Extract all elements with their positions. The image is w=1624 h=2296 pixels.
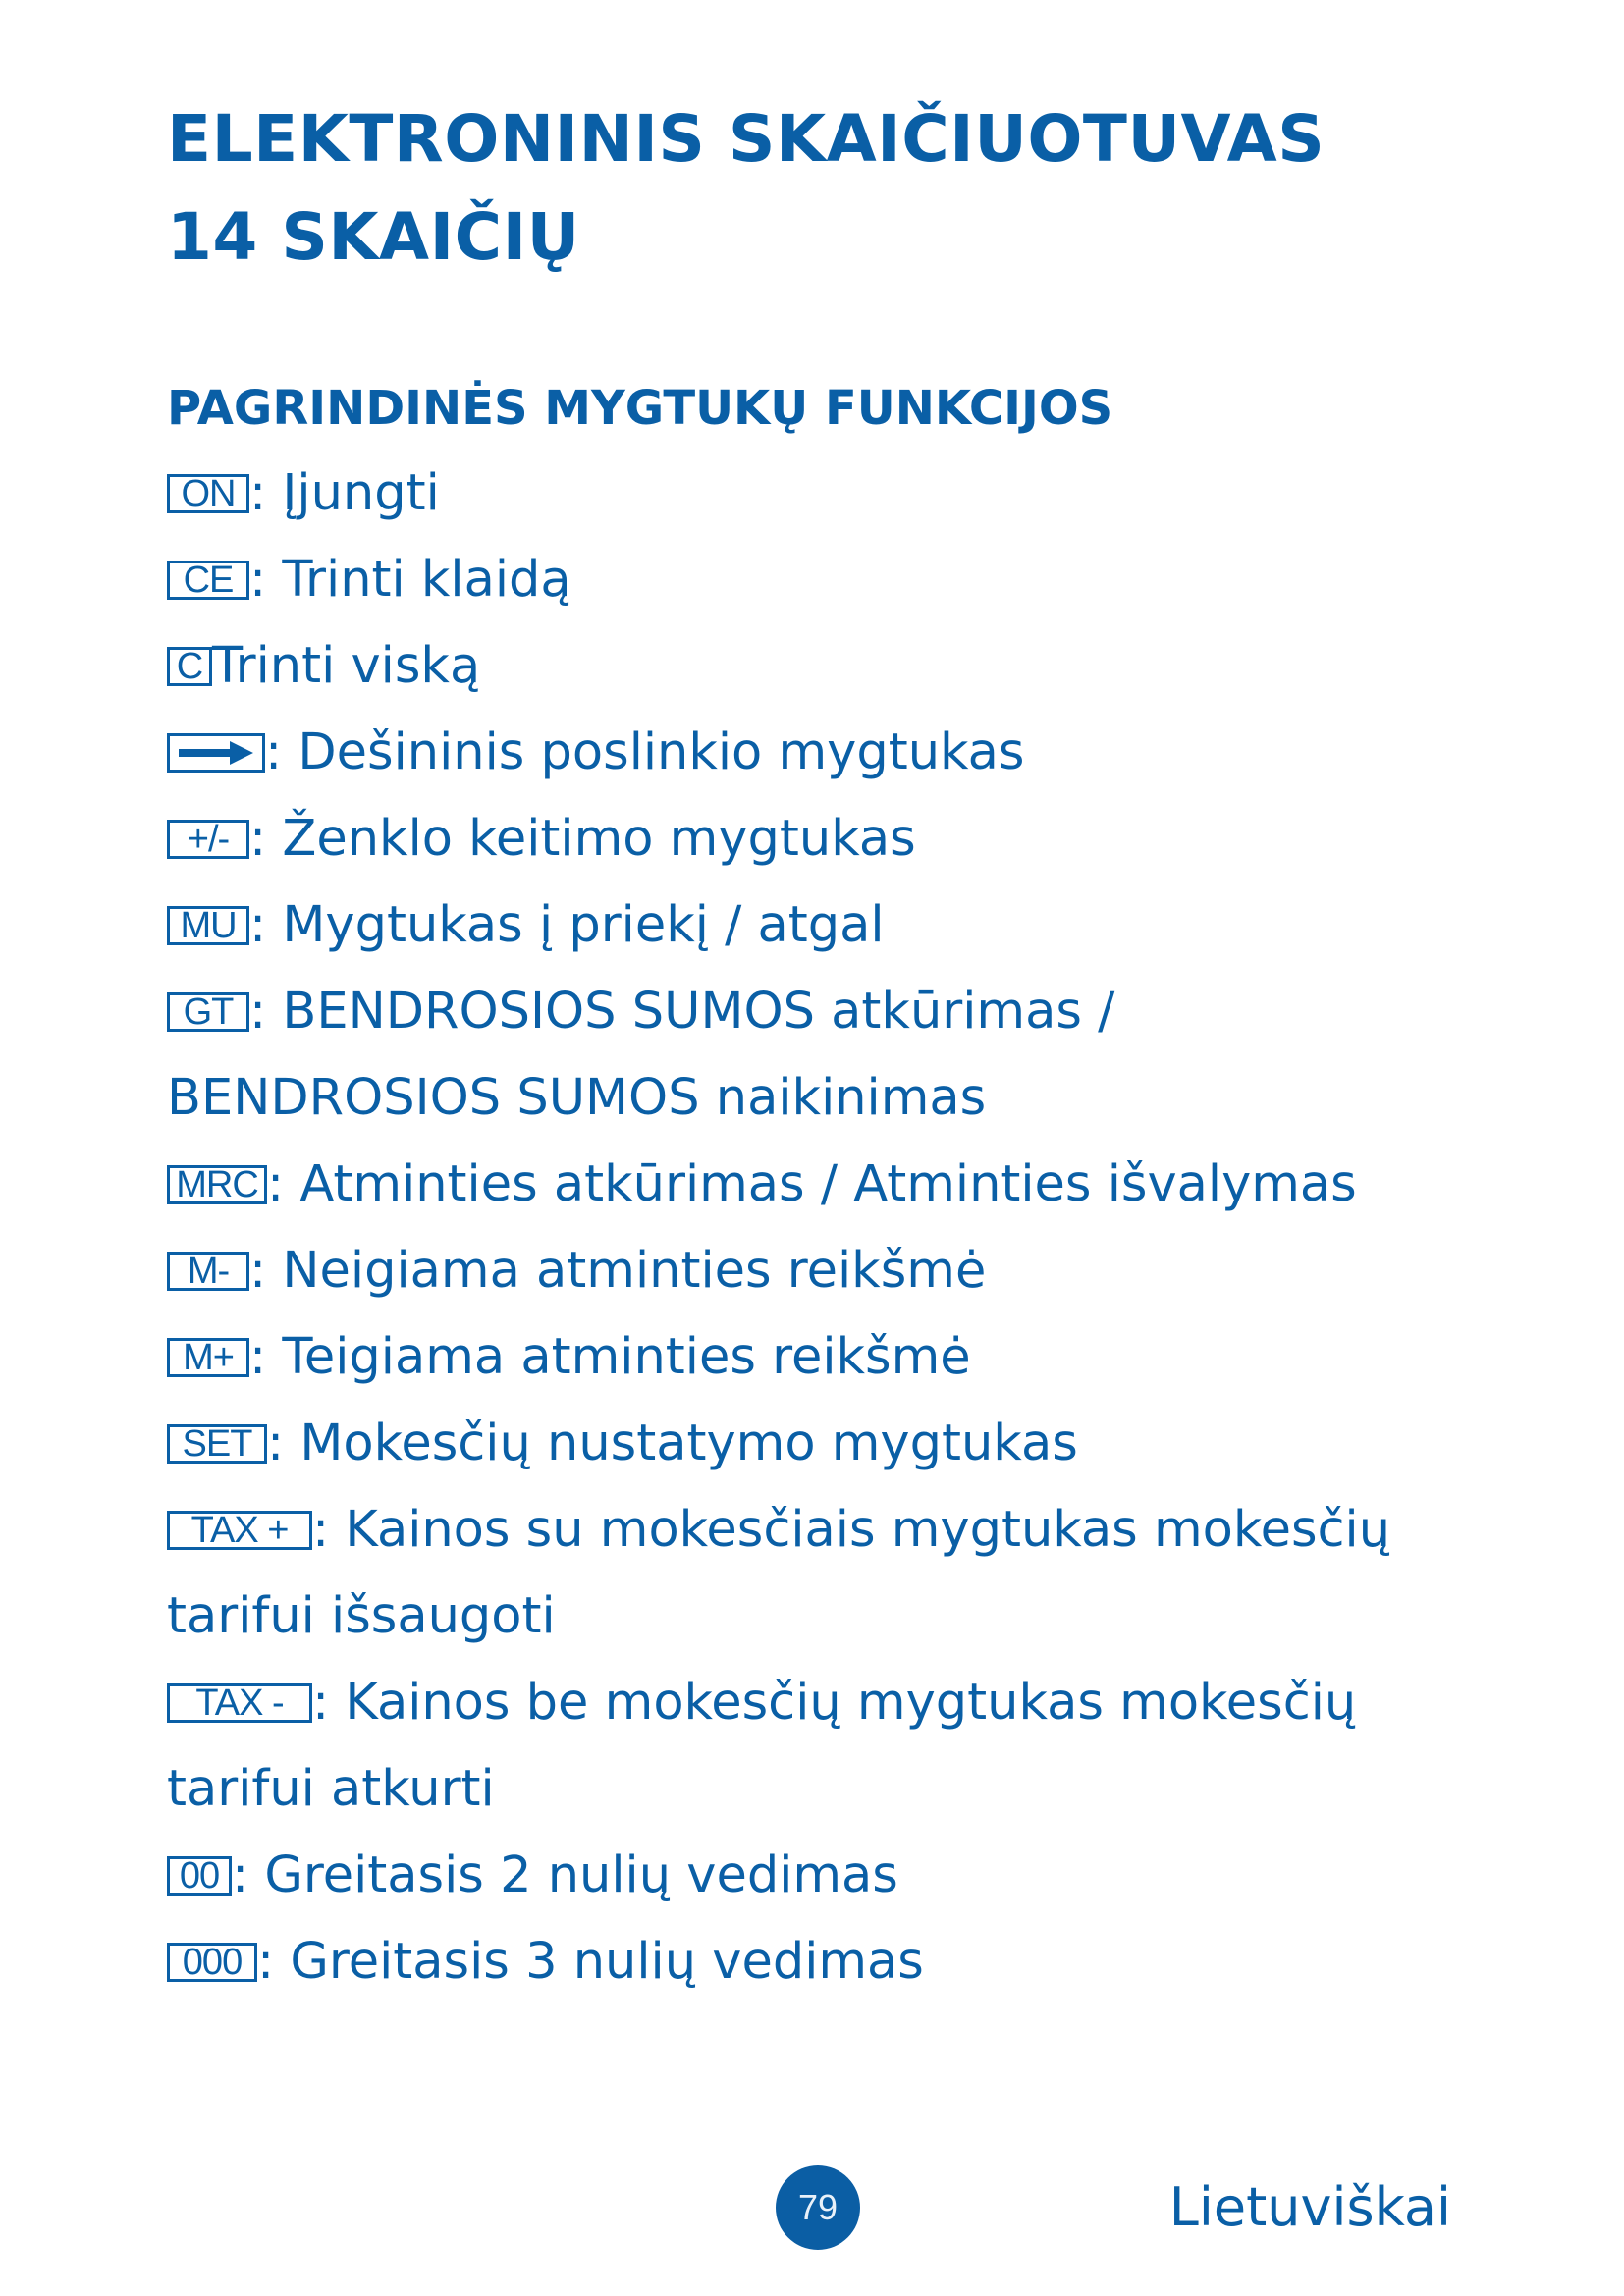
- item-text: : Neigiama atminties reikšmė: [249, 1242, 987, 1300]
- double-zero-key-icon: 00: [167, 1856, 232, 1896]
- on-key-icon: ON: [167, 474, 249, 513]
- c-key-icon: C: [167, 647, 212, 686]
- tax-plus-key-icon: TAX +: [167, 1511, 312, 1550]
- page-title: [167, 90, 1325, 287]
- list-item-mu: [167, 882, 1483, 969]
- gt-key-icon: GT: [167, 992, 249, 1032]
- item-text: : Teigiama atminties reikšmė: [249, 1328, 971, 1386]
- tax-minus-key-icon: TAX -: [167, 1683, 312, 1723]
- list-item-shift-right: [167, 710, 1483, 796]
- list-item-triple-zero: [167, 1919, 1483, 2005]
- triple-zero-key-icon: 000: [167, 1943, 257, 1982]
- item-text: : Mygtukas į priekį / atgal: [249, 896, 885, 954]
- title-line-1: ELEKTRONINIS SKAIČIUOTUVAS: [167, 101, 1326, 177]
- plus-minus-key-icon: +/-: [167, 820, 249, 859]
- key-function-list: [167, 451, 1483, 2005]
- list-item-mrc: [167, 1142, 1483, 1228]
- item-text: : Ženklo keitimo mygtukas: [249, 810, 916, 868]
- list-item-on: [167, 451, 1483, 537]
- item-text-continuation: tarifui atkurti: [167, 1760, 495, 1818]
- ce-key-icon: CE: [167, 561, 249, 600]
- m-minus-key-icon: M-: [167, 1252, 249, 1291]
- list-item-m-plus: [167, 1314, 1483, 1401]
- item-text: : Įjungti: [249, 464, 440, 522]
- list-item-tax-minus: [167, 1660, 1483, 1746]
- list-item-ce: [167, 537, 1483, 623]
- section-heading: PAGRINDINĖS MYGTUKŲ FUNKCIJOS: [167, 381, 1113, 436]
- item-text: : Greitasis 2 nulių vedimas: [232, 1846, 898, 1904]
- arrow-right-icon: [167, 733, 265, 773]
- list-item-m-minus: [167, 1228, 1483, 1314]
- item-text: : Kainos su mokesčiais mygtukas mokesčių: [312, 1501, 1391, 1559]
- item-text: : Dešininis poslinkio mygtukas: [265, 723, 1025, 781]
- page-number-badge: 79: [776, 2165, 860, 2250]
- list-item-c: [167, 623, 1483, 710]
- item-text: : Trinti klaidą: [249, 551, 571, 609]
- item-text: : BENDROSIOS SUMOS atkūrimas /: [249, 983, 1115, 1041]
- item-text-continuation: BENDROSIOS SUMOS naikinimas: [167, 1069, 987, 1127]
- language-label: Lietuviškai: [1168, 2176, 1451, 2238]
- item-text: : Greitasis 3 nulių vedimas: [257, 1933, 924, 1991]
- item-text-continuation: tarifui išsaugoti: [167, 1587, 556, 1645]
- item-text: : Kainos be mokesčių mygtukas mokesčių: [312, 1674, 1357, 1732]
- list-item-sign-change: [167, 796, 1483, 882]
- item-text: : Atminties atkūrimas / Atminties išvalymas: [267, 1155, 1357, 1213]
- list-item-gt: [167, 969, 1483, 1055]
- item-text: Trinti viską: [212, 637, 481, 695]
- list-item-tax-plus: [167, 1487, 1483, 1574]
- title-line-2: 14 SKAIČIŲ: [167, 199, 580, 275]
- list-item-double-zero: [167, 1833, 1483, 1919]
- m-plus-key-icon: M+: [167, 1338, 249, 1377]
- set-key-icon: SET: [167, 1424, 267, 1464]
- list-item-set: [167, 1401, 1483, 1487]
- mu-key-icon: MU: [167, 906, 249, 945]
- item-text: : Mokesčių nustatymo mygtukas: [267, 1415, 1078, 1472]
- mrc-key-icon: MRC: [167, 1165, 267, 1204]
